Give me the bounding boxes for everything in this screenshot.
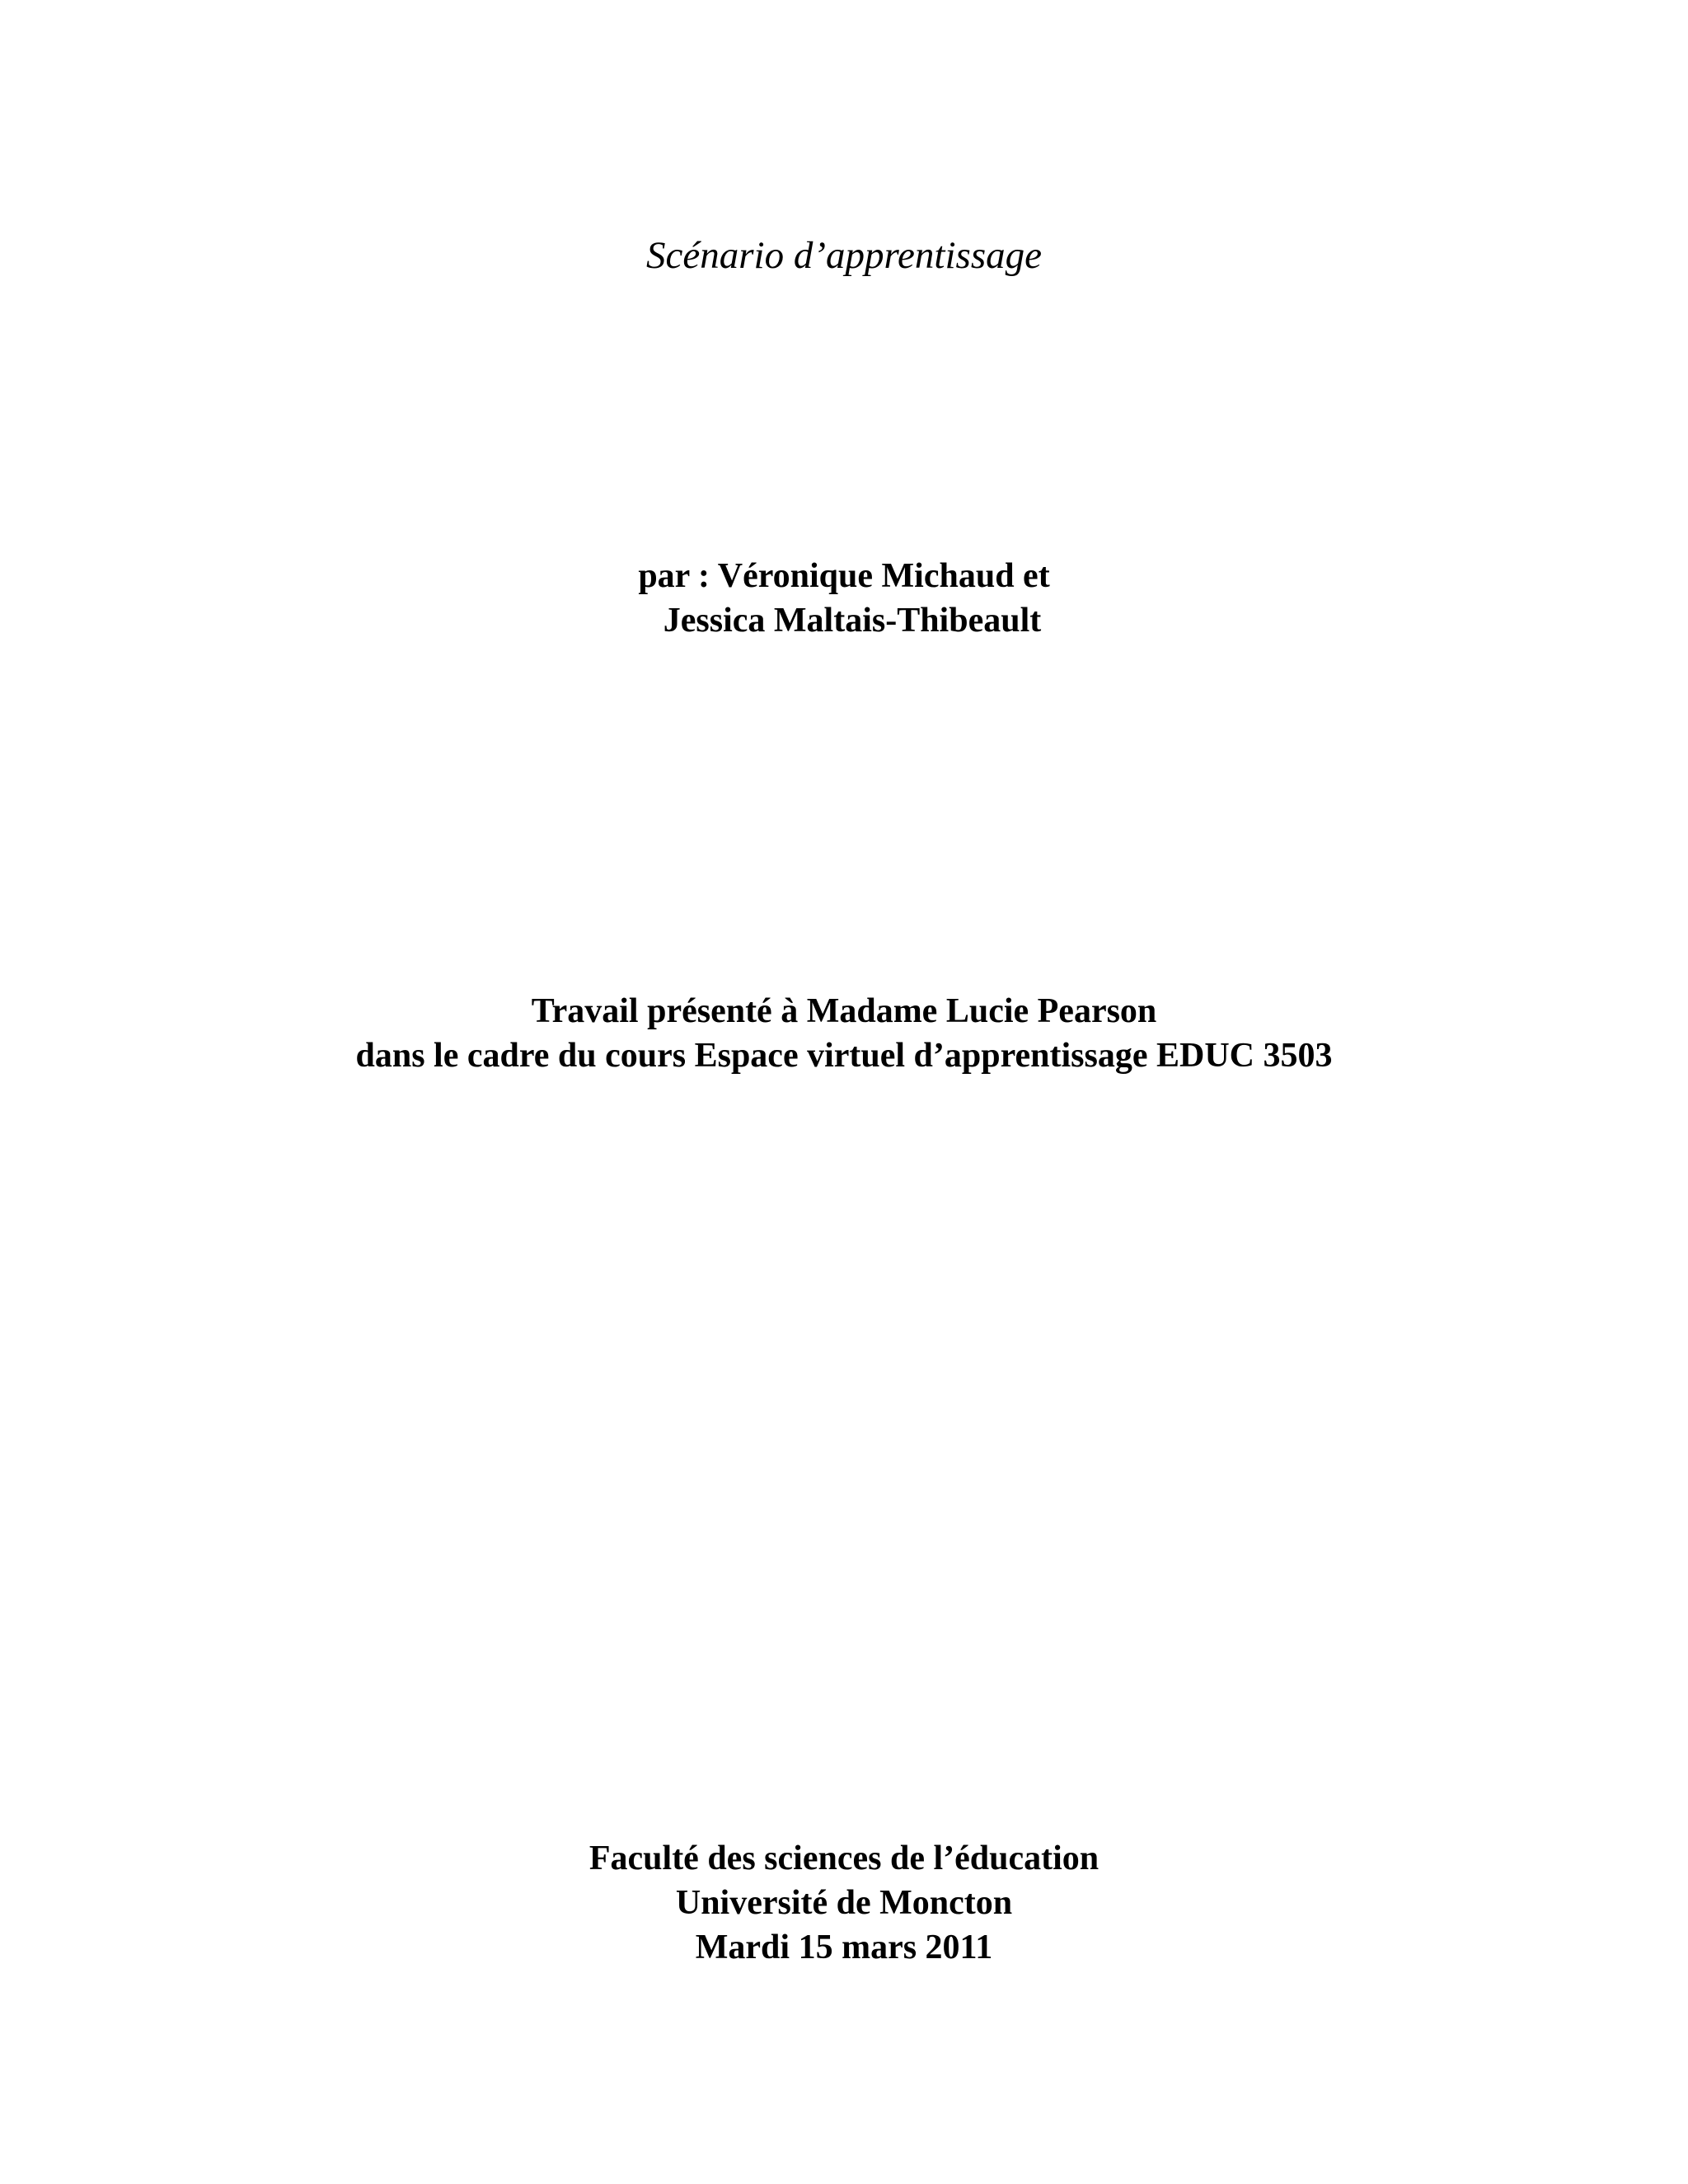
faculty-name: Faculté des sciences de l’éducation: [588, 1840, 1100, 1877]
author-line-2: Jessica Maltais-Thibeault: [663, 602, 1042, 640]
submission-date: Mardi 15 mars 2011: [695, 1929, 993, 1966]
author-line-1: par : Véronique Michaud et: [638, 557, 1050, 595]
submission-line-1: Travail présenté à Madame Lucie Pearson: [531, 992, 1157, 1030]
document-title: Scénario d’apprentissage: [646, 234, 1042, 277]
institution-block: [0, 1836, 1688, 1970]
submission-block: [0, 989, 1688, 1078]
authors-block: [0, 554, 1688, 643]
university-name: Université de Moncton: [675, 1884, 1013, 1922]
submission-line-2: dans le cadre du cours Espace virtuel d’apprentissage EDUC 3503: [355, 1037, 1333, 1075]
document-title-block: [0, 232, 1688, 279]
